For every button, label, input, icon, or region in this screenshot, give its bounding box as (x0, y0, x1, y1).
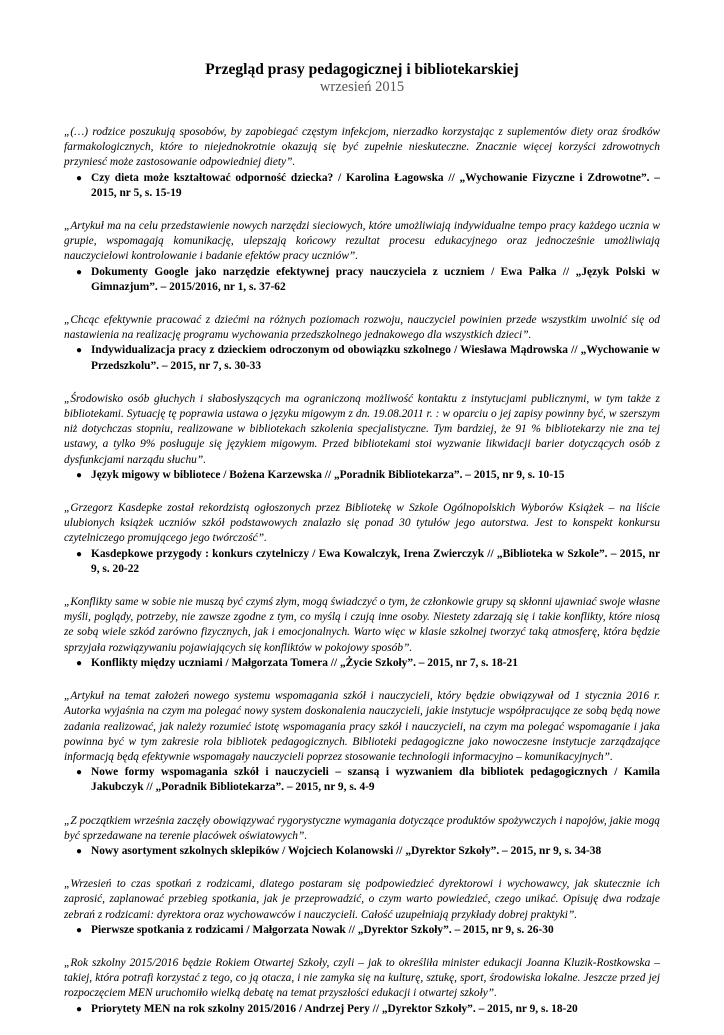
bullet-icon: ● (76, 845, 83, 857)
page-subtitle: wrzesień 2015 (319, 79, 405, 95)
bullet-icon: ● (76, 548, 83, 560)
bullet-icon: ● (76, 1003, 83, 1015)
entry-quote: „Z początkiem września zaczęły obowiązywać rygorystyczne wymagania dotyczące produktów spożywczych i napojów, jakie mogą być sprzedawane na terenie placówek oświatowych”. (64, 814, 660, 842)
entry-quote: „Konflikty same w sobie nie muszą być czymś złym, mogą świadczyć o tym, że członkowie grupy są skłonni ujawniać swoje własne myśli, poglądy, potrzeby, nie zawsze zgodne z tym, co myślą i czują inne osoby. Niestety zdarzają się i takie konflikty, które niosą ze sobą wiele szkód zarówno fizycznych, jak i emocjonalnych. Warto więc w klasie szkolnej tworzyć taką atmosferę, która będzie sprzyjała rozwiązywaniu pojawiających się konfliktów w pokojowy sposób”. (64, 596, 660, 654)
bullet-icon: ● (76, 767, 83, 779)
bullet-icon: ● (76, 266, 83, 278)
bullet-icon: ● (76, 657, 83, 669)
bullet-icon: ● (76, 172, 83, 184)
review-entry (64, 219, 660, 295)
entry-reference (64, 765, 660, 795)
entry-reference (64, 844, 660, 859)
review-entry (64, 877, 660, 938)
review-entry (64, 956, 660, 1017)
entry-quote: „Grzegorz Kasdepke został rekordzistą ogłoszonych przez Bibliotekę w Szkole Ogólnopolskich Wyborów Książek – na liście ulubionych książek uczniów szkół podstawowych znalazło się ponad 30 tytułów jego autorstwa. Jest to konspekt konkursu czytelniczego promującego jego twórczość”. (64, 502, 660, 545)
entry-reference (64, 1002, 660, 1017)
review-entry (64, 313, 660, 374)
entry-quote: „(…) rodzice poszukują sposobów, by zapobiegać częstym infekcjom, nierzadko korzystając z suplementów diety oraz środków farmakologicznych, które to niejednokrotnie okazują się być zupełnie nieskuteczne. Znacznie więcej korzyści zdrowotnych przyniesć może zastosowanie odpowiedniej diety”. (64, 126, 660, 169)
entry-quote: „Rok szkolny 2015/2016 będzie Rokiem Otwartej Szkoły, czyli – jak to określiła minister edukacji Joanna Kluzik-Rostkowska – takiej, która potrafi korzystać z tego, co ją otacza, i nie zamyka się na kulturę, sztukę, sport, środowiska lokalne. Jeszcze przed jej rozpoczęciem MEN uruchomiło wielką debatę na temat przyszłości edukacji i otwartej szkoły”. (64, 956, 660, 1000)
entry-reference (64, 923, 660, 938)
entry-reference (64, 343, 660, 373)
review-entry (64, 501, 660, 577)
entry-reference-text: Priorytety MEN na rok szkolny 2015/2016 / Andrzej Pery // „Dyrektor Szkoły”. – 2015, nr 9, s. 18-20 (91, 1002, 578, 1015)
page-title: Przegląd prasy pedagogicznej i bibliotekarskiej (205, 61, 519, 78)
review-entry (64, 392, 660, 483)
review-entries (64, 125, 660, 1035)
entry-reference-text: Nowy asortyment szkolnych sklepików / Wojciech Kolanowski // „Dyrektor Szkoły”. – 2015, nr 9, s. 34-38 (91, 844, 602, 857)
entry-reference-text: Nowe formy wspomagania szkół i nauczycieli – szansą i wyzwaniem dla bibliotek pedagogicznych / Kamila Jakubczyk // „Poradnik Bibliotekarza”. – 2015, nr 9, s. 4-9 (91, 766, 660, 794)
entry-reference-text: Dokumenty Google jako narzędzie efektywnej pracy nauczyciela z uczniem / Ewa Pałka // „Język Polski w Gimnazjum”. – 2015/2016, nr 1, s. 37-62 (91, 265, 660, 293)
entry-reference (64, 656, 660, 671)
entry-quote: „Chcąc efektywnie pracować z dziećmi na różnych poziomach rozwoju, nauczyciel powinien przede wszystkim uwolnić się od nastawienia na realizację programu wychowania przedszkolnego jednakowego dla wszystkich dzieci”. (64, 314, 660, 342)
bullet-icon: ● (76, 345, 83, 357)
bullet-icon: ● (76, 469, 83, 481)
entry-reference (64, 468, 660, 483)
entry-reference-text: Kasdepkowe przygody : konkurs czytelniczy / Ewa Kowalczyk, Irena Zwierczyk // „Biblioteka w Szkole”. – 2015, nr 9, s. 20-22 (91, 547, 660, 575)
entry-reference (64, 265, 660, 295)
entry-reference-text: Indywidualizacja pracy z dzieckiem odroczonym od obowiązku szkolnego / Wiesława Mądrowska // „Wychowanie w Przedszkolu”. – 2015, nr 7, s. 30-33 (91, 344, 660, 372)
entry-reference-text: Czy dieta może kształtować odporność dziecka? / Karolina Łagowska // „Wychowanie Fizyczne i Zdrowotne”. – 2015, nr 5, s. 15-19 (91, 171, 660, 199)
entry-reference-text: Język migowy w bibliotece / Bożena Karzewska // „Poradnik Bibliotekarza”. – 2015, nr 9, s. 10-15 (91, 468, 565, 481)
entry-quote: „Środowisko osób głuchych i słabosłyszących ma ograniczoną możliwość kontaktu z instytucjami publicznymi, w tym także z bibliotekami. Sytuację tę poprawia ustawa o języku migowym z dn. 19.08.2011 r. : w oparciu o jej zapisy powinny być, w szerszym niż dotychczas stopniu, realizowane w bibliotekach szkolenia specjalistyczne. Tym bardziej, że 91 % bibliotekarzy nie zna tej ustawy, a tylko 9% posługuje się językiem migowym. Przed bibliotekami stoi wyzwanie likwidacji barier dotyczących osób z dysfunkcjami narządu słuchu”. (64, 392, 660, 466)
review-entry (64, 595, 660, 671)
entry-reference (64, 171, 660, 201)
entry-reference-text: Pierwsze spotkania z rodzicami / Małgorzata Nowak // „Dyrektor Szkoły”. – 2015, nr 9, s. 26-30 (91, 923, 554, 936)
review-entry (64, 689, 660, 795)
entry-reference-text: Konflikty między uczniami / Małgorzata Tomera // „Życie Szkoły”. – 2015, nr 7, s. 18-21 (91, 656, 518, 669)
review-entry (64, 814, 660, 860)
entry-quote: „Artykuł na temat założeń nowego systemu wspomagania szkół i nauczycieli, który będzie obwiązywał od 1 stycznia 2016 r. Autorka wyjaśnia na czym ma polegać nowy system doskonalenia nauczycieli, jakie instytucje współpracujące ze sobą będą nowe zadania realizować, jak należy rozumieć istotę wspomagania pracy szkół i nauczycieli, na czym ma polegać wspomaganie i jaka powinna być w tym zakresie rola bibliotek pedagogicznych. Biblioteki pedagogiczne jako nowoczesne instytucje zarządzające informacją będą efektywnie wspomagały nauczycieli poprzez stosowanie technologii informacyjno – komunikacyjnych”. (64, 690, 660, 763)
entry-reference (64, 547, 660, 577)
entry-quote: „Wrzesień to czas spotkań z rodzicami, dlatego postaram się podpowiedzieć dyrektorowi i wychowawcy, jak skutecznie ich zaprosić, zaplanować przebieg spotkania, jak je przeprowadzić, o czym warto powiedzieć, czego unikać. Opisuję dwa rodzaje zebrań z rodzicami: dyrektora oraz wychowawców i nauczycieli. Całość uzupełniają przykłady dobrej praktyki”. (64, 878, 660, 921)
bullet-icon: ● (76, 924, 83, 936)
entry-quote: „Artykuł ma na celu przedstawienie nowych narzędzi sieciowych, które umożliwiają indywidualne tempo pracy każdego ucznia w grupie, wspomagają komunikację, ulepszają końcowy rezultat procesu edukacyjnego oraz jednocześnie umożliwiają nauczycielowi kontrolowanie i badanie efektów pracy uczniów”. (64, 220, 660, 263)
review-entry (64, 125, 660, 201)
